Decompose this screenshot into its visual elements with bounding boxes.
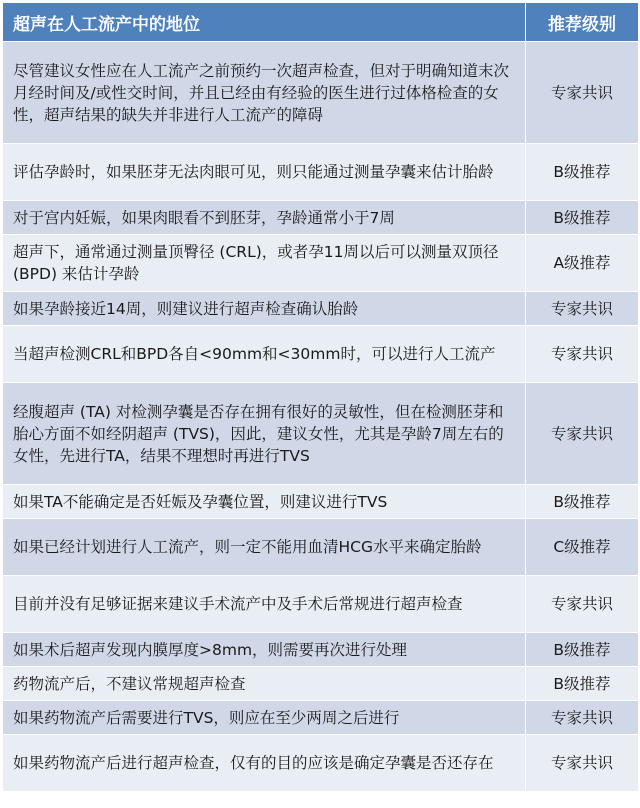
- table-row: [3, 667, 639, 701]
- row-grade: A级推荐: [526, 235, 639, 292]
- row-text: 超声下，通常通过测量顶臀径 (CRL)，或者孕11周以后可以测量双顶径 (BPD) 来估计孕龄: [3, 235, 526, 292]
- row-text: 经腹超声 (TA) 对检测孕囊是否存在拥有很好的灵敏性，但在检测胚芽和胎心方面不如经阴超声 (TVS)，因此，建议女性，尤其是孕龄7周左右的女性，先进行TA，结果不理想时再进行TVS: [3, 383, 526, 485]
- row-text: 对于宫内妊娠，如果肉眼看不到胚芽，孕龄通常小于7周: [3, 201, 526, 235]
- table-header-row: [3, 3, 639, 42]
- row-grade: 专家共识: [526, 42, 639, 144]
- row-text: 如果已经计划进行人工流产，则一定不能用血清HCG水平来确定胎龄: [3, 519, 526, 576]
- table-row: [3, 519, 639, 576]
- table-row: [3, 633, 639, 667]
- ultrasound-recommendation-table: [2, 2, 639, 792]
- row-grade: 专家共识: [526, 701, 639, 735]
- header-position: 超声在人工流产中的地位: [3, 3, 526, 42]
- row-text: 当超声检测CRL和BPD各自<90mm和<30mm时，可以进行人工流产: [3, 326, 526, 383]
- header-grade: 推荐级别: [526, 3, 639, 42]
- table-row: [3, 485, 639, 519]
- row-grade: 专家共识: [526, 383, 639, 485]
- row-text: 如果药物流产后需要进行TVS，则应在至少两周之后进行: [3, 701, 526, 735]
- table-row: [3, 701, 639, 735]
- row-grade: 专家共识: [526, 292, 639, 326]
- table-row: [3, 201, 639, 235]
- row-grade: C级推荐: [526, 519, 639, 576]
- table-row: [3, 42, 639, 144]
- table-row: [3, 235, 639, 292]
- row-text: 目前并没有足够证据来建议手术流产中及手术后常规进行超声检查: [3, 576, 526, 633]
- row-text: 如果术后超声发现内膜厚度>8mm，则需要再次进行处理: [3, 633, 526, 667]
- table-row: [3, 735, 639, 792]
- row-text: 如果药物流产后进行超声检查，仅有的目的应该是确定孕囊是否还存在: [3, 735, 526, 792]
- row-text: 如果TA不能确定是否妊娠及孕囊位置，则建议进行TVS: [3, 485, 526, 519]
- row-grade: B级推荐: [526, 144, 639, 201]
- row-grade: 专家共识: [526, 735, 639, 792]
- table-row: [3, 292, 639, 326]
- table-row: [3, 383, 639, 485]
- table-row: [3, 576, 639, 633]
- row-grade: 专家共识: [526, 326, 639, 383]
- row-text: 如果孕龄接近14周，则建议进行超声检查确认胎龄: [3, 292, 526, 326]
- row-grade: B级推荐: [526, 201, 639, 235]
- table-row: [3, 326, 639, 383]
- row-text: 药物流产后，不建议常规超声检查: [3, 667, 526, 701]
- row-grade: B级推荐: [526, 485, 639, 519]
- row-grade: 专家共识: [526, 576, 639, 633]
- row-grade: B级推荐: [526, 633, 639, 667]
- row-text: 尽管建议女性应在人工流产之前预约一次超声检查，但对于明确知道末次月经时间及/或性交时间，并且已经由有经验的医生进行过体格检查的女性，超声结果的缺失并非进行人工流产的障碍: [3, 42, 526, 144]
- table-row: [3, 144, 639, 201]
- row-text: 评估孕龄时，如果胚芽无法肉眼可见，则只能通过测量孕囊来估计胎龄: [3, 144, 526, 201]
- row-grade: B级推荐: [526, 667, 639, 701]
